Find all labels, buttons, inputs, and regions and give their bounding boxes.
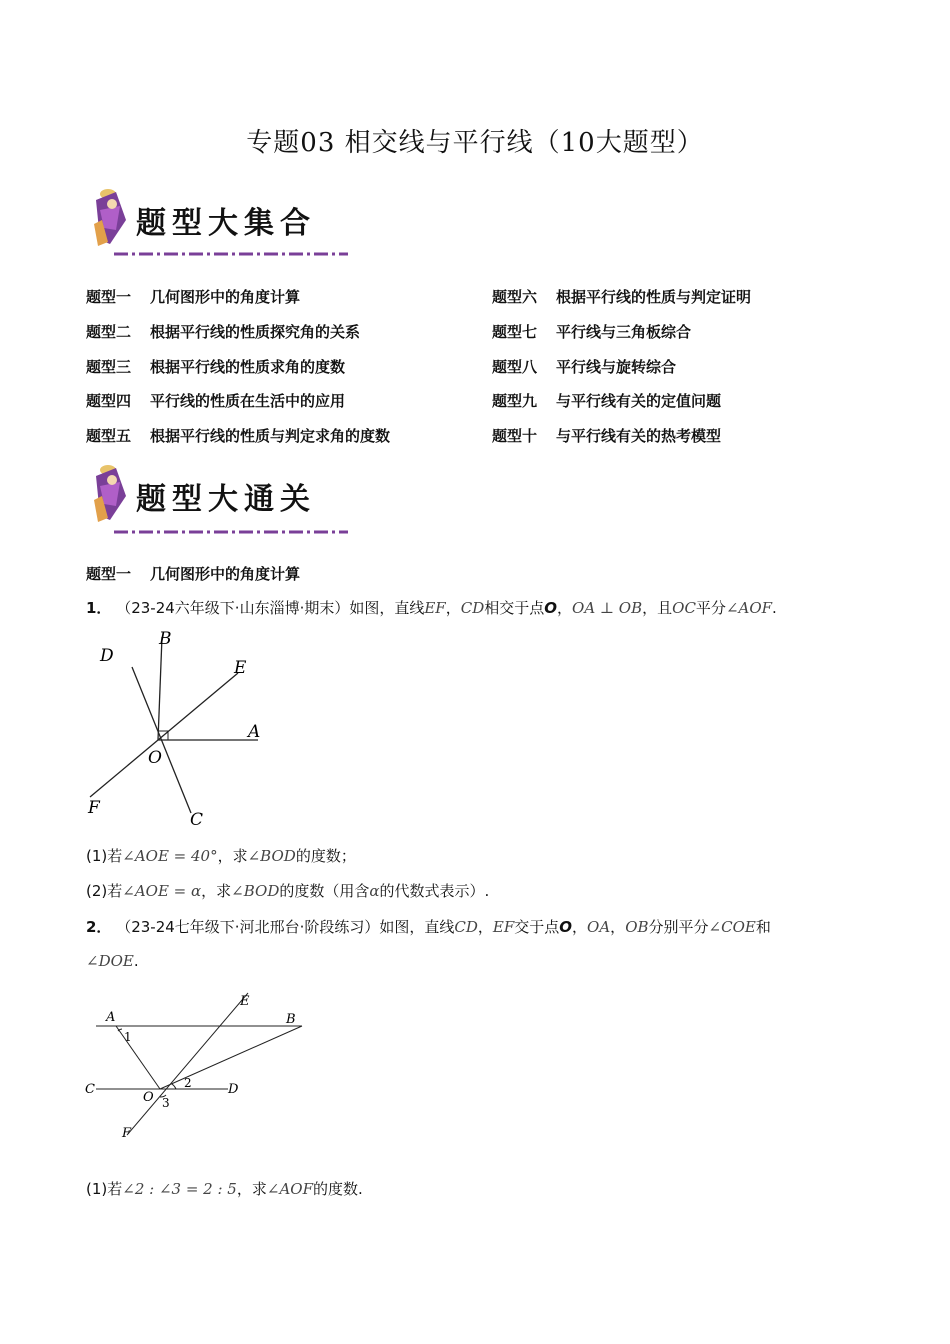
toc-item: 题型五 根据平行线的性质与判定求角的度数 bbox=[86, 427, 391, 446]
toc-row bbox=[86, 425, 866, 460]
q1-stem: 1． （23-24六年级下·山东淄博·期末）如图，直线EF，CD相交于点O，OA ⊥ OB，且OC平分∠AOF. bbox=[86, 599, 777, 617]
toc-item: 题型九 与平行线有关的定值问题 bbox=[492, 392, 722, 411]
toc-row bbox=[86, 286, 866, 321]
toc-row bbox=[86, 321, 866, 356]
q1-part2: (2)若∠AOE = α，求∠BOD的度数（用含α的代数式表示）. bbox=[86, 882, 490, 900]
label-angle2: 2 bbox=[184, 1076, 192, 1090]
label-angle1: 1 bbox=[124, 1030, 132, 1044]
q2-stem: 2． （23-24七年级下·河北邢台·阶段练习）如图，直线CD，EF交于点O，OA，OB分别平分∠COE和 bbox=[86, 918, 771, 936]
toc bbox=[86, 286, 866, 460]
q1-number: 1． bbox=[86, 599, 112, 617]
line-ef bbox=[127, 993, 248, 1135]
toc-item: 题型八 平行线与旋转综合 bbox=[492, 357, 677, 376]
toc-row bbox=[86, 356, 866, 391]
banner-pass bbox=[86, 456, 356, 542]
label-b: B bbox=[286, 1012, 296, 1027]
toc-item: 题型一 几何图形中的角度计算 bbox=[86, 288, 301, 306]
label-b: B bbox=[159, 629, 172, 649]
label-a: A bbox=[106, 1010, 116, 1025]
label-d: D bbox=[228, 1082, 239, 1097]
toc-item: 题型十 与平行线有关的热考模型 bbox=[492, 427, 722, 446]
toc-item: 题型四 平行线的性质在生活中的应用 bbox=[86, 392, 346, 411]
toc-item: 题型六 根据平行线的性质与判定证明 bbox=[492, 288, 752, 306]
section-heading: 题型一 几何图形中的角度计算 bbox=[86, 565, 301, 583]
q2-figure bbox=[80, 985, 320, 1140]
banner-title: 题型大集合 bbox=[136, 206, 316, 241]
line-oa bbox=[116, 1026, 160, 1089]
page-title: 专题03 相交线与平行线（10大题型） bbox=[246, 128, 704, 158]
q1-part1: (1)若∠AOE = 40°，求∠BOD的度数； bbox=[86, 847, 356, 865]
label-o: O bbox=[148, 748, 162, 768]
line-ob bbox=[158, 637, 162, 740]
toc-row bbox=[86, 390, 866, 425]
angle2-arc bbox=[172, 1084, 176, 1089]
q2-part1: (1)若∠2 : ∠3 = 2 : 5，求∠AOF的度数. bbox=[86, 1180, 363, 1198]
q2-number: 2． bbox=[86, 918, 112, 936]
banner-title: 题型大通关 bbox=[136, 482, 316, 517]
label-f: F bbox=[88, 798, 100, 818]
label-f: F bbox=[122, 1126, 132, 1140]
label-o: O bbox=[143, 1090, 154, 1105]
label-e: E bbox=[234, 658, 247, 678]
q1-figure bbox=[80, 625, 280, 830]
label-c: C bbox=[190, 810, 204, 830]
line-ef bbox=[90, 673, 238, 797]
label-c: C bbox=[85, 1082, 95, 1097]
banner-collection bbox=[86, 180, 356, 266]
toc-item: 题型三 根据平行线的性质求角的度数 bbox=[86, 357, 346, 376]
label-a: A bbox=[248, 722, 261, 742]
label-d: D bbox=[100, 646, 114, 666]
toc-item: 题型七 平行线与三角板综合 bbox=[492, 322, 692, 341]
line-ob bbox=[160, 1026, 302, 1089]
label-angle3: 3 bbox=[162, 1096, 170, 1110]
toc-item: 题型二 根据平行线的性质探究角的关系 bbox=[86, 322, 361, 341]
label-e: E bbox=[240, 994, 250, 1009]
q2-stem-cont: ∠DOE. bbox=[86, 952, 139, 970]
